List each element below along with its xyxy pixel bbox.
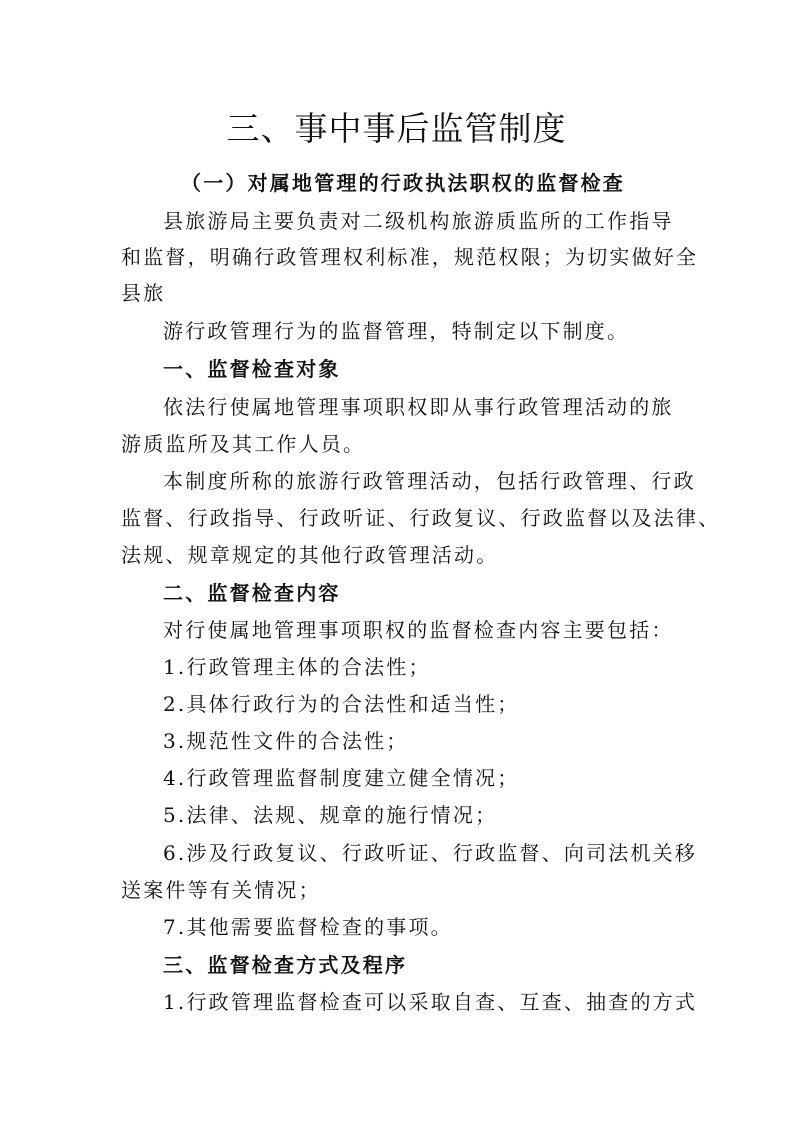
section-heading-1: （一）对属地管理的行政执法职权的监督检查	[181, 171, 625, 195]
paragraph-line: 游质监所及其工作人员。	[121, 432, 366, 456]
paragraph-line: 县旅游局主要负责对二级机构旅游质监所的工作指导	[163, 209, 674, 233]
list-item: 1.行政管理监督检查可以采取自查、互查、抽查的方式	[163, 990, 698, 1014]
list-item: 7.其他需要监督检查的事项。	[163, 915, 453, 939]
paragraph-line: 监督、行政指导、行政听证、行政复议、行政监督以及法律、	[121, 506, 721, 530]
paragraph-line: 游行政管理行为的监督管理，特制定以下制度。	[163, 319, 630, 343]
list-item: 3.规范性文件的合法性；	[163, 729, 409, 753]
list-item-continuation: 送案件等有关情况；	[121, 878, 321, 902]
subheading-3: 三、监督检查方式及程序	[163, 953, 408, 977]
paragraph-line: 依法行使属地管理事项职权即从事行政管理活动的旅	[163, 395, 674, 419]
paragraph-line: 本制度所称的旅游行政管理活动，包括行政管理、行政	[163, 469, 696, 493]
list-item: 4.行政管理监督制度建立健全情况；	[163, 766, 520, 790]
list-item: 2.具体行政行为的合法性和适当性；	[163, 692, 520, 716]
subheading-2: 二、监督检查内容	[163, 581, 341, 605]
paragraph-line: 法规、规章规定的其他行政管理活动。	[121, 543, 499, 567]
list-item: 6.涉及行政复议、行政听证、行政监督、向司法机关移	[163, 841, 698, 865]
page-title: 三、事中事后监管制度	[226, 109, 567, 148]
paragraph-line: 和监督，明确行政管理权利标准，规范权限；为切实做好全	[121, 245, 699, 269]
paragraph-line: 县旅	[121, 281, 166, 305]
subheading-1: 一、监督检查对象	[163, 357, 341, 381]
list-item: 5.法律、法规、规章的施行情况；	[163, 803, 498, 827]
list-item: 1.行政管理主体的合法性；	[163, 655, 431, 679]
paragraph-line: 对行使属地管理事项职权的监督检查内容主要包括：	[163, 618, 674, 642]
